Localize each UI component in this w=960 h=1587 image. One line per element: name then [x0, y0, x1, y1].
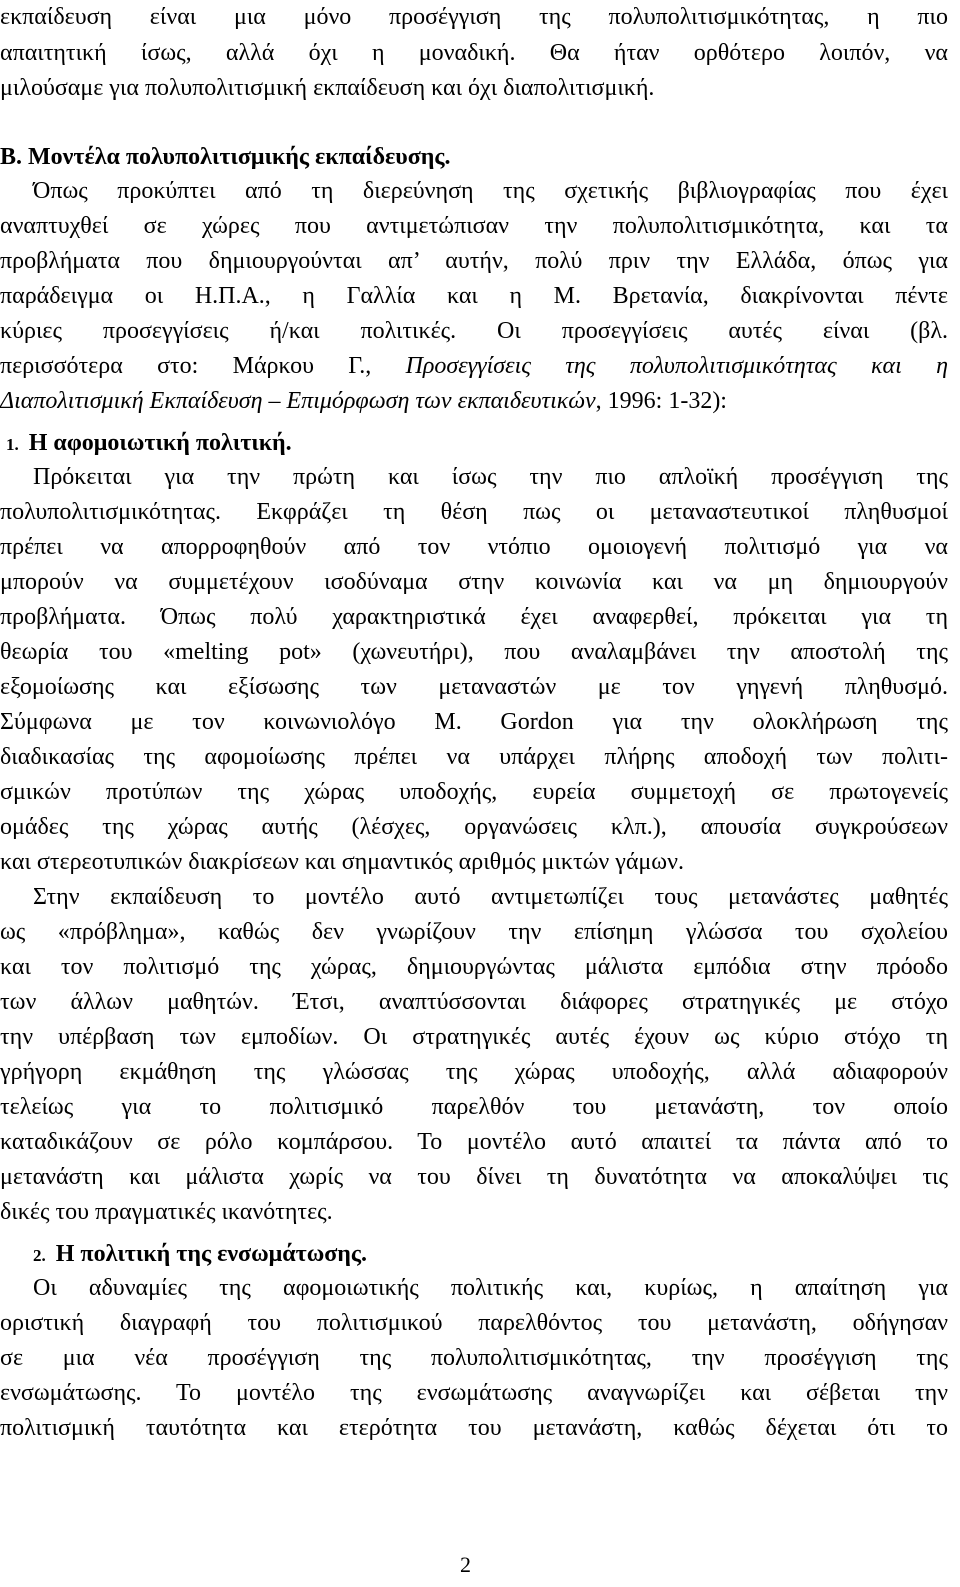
- text-line: σε μια νέα προσέγγιση της πολυπολιτισμικότητας, την προσέγγιση της: [0, 1345, 948, 1371]
- section-heading-1: [0, 426, 948, 460]
- text-line: μιλούσαμε για πολυπολιτισμική εκπαίδευση και όχι διαπολιτισμική.: [0, 75, 655, 101]
- text-line: παράδειγμα οι Η.Π.Α., η Γαλλία και η Μ. Βρετανία, διακρίνονται πέντε: [0, 283, 948, 309]
- heading-number: 1.: [6, 435, 19, 454]
- section-heading-2: [0, 1237, 948, 1271]
- text-line: Πρόκειται για την πρώτη και ίσως την πιο απλοϊκή προσέγγιση της: [33, 464, 948, 490]
- text-line: των άλλων μαθητών. Έτσι, αναπτύσσονται διάφορες στρατηγικές με στόχο: [0, 989, 948, 1015]
- text-line: εκπαίδευση είναι μια μόνο προσέγγιση της πολυπολιτισμικότητας, η πιο: [0, 4, 948, 30]
- text-line: [0, 349, 948, 383]
- text-line: απαιτητική ίσως, αλλά όχι η μοναδική. Θα ήταν ορθότερο λοιπόν, να: [0, 40, 948, 66]
- text-line: και στερεοτυπικών διακρίσεων και σημαντικός αριθμός μικτών γάμων.: [0, 849, 684, 875]
- text-line: μετανάστη και μάλιστα χωρίς να του δίνει τη δυνατότητα να αποκαλύψει τις: [0, 1164, 948, 1190]
- text-line: γρήγορη εκμάθηση της γλώσσας της χώρας υποδοχής, αλλά αδιαφορούν: [0, 1059, 948, 1085]
- text-line: καταδικάζουν σε ρόλο κομπάρσου. Το μοντέλο αυτό απαιτεί τα πάντα από το: [0, 1129, 948, 1155]
- text-line: δικές του πραγματικές ικανότητες.: [0, 1199, 333, 1225]
- text-line: σμικών προτύπων της χώρας υποδοχής, ευρεία συμμετοχή σε πρωτογενείς: [0, 779, 948, 805]
- text-line: Οι αδυναμίες της αφομοιωτικής πολιτικής και, κυρίως, η απαίτηση για: [33, 1275, 948, 1301]
- text-line: την υπέρβαση των εμποδίων. Οι στρατηγικές αυτές έχουν ως κύριο στόχο τη: [0, 1024, 948, 1050]
- text-line: και τον πολιτισμό της χώρας, δημιουργώντας μάλιστα εμπόδια στην πρόοδο: [0, 954, 948, 980]
- text-line: Όπως προκύπτει από τη διερεύνηση της σχετικής βιβλιογραφίας που έχει: [33, 178, 948, 204]
- section-heading-b: Β. Μοντέλα πολυπολιτισμικής εκπαίδευσης.: [0, 144, 451, 170]
- text-line: ως «πρόβλημα», καθώς δεν γνωρίζουν την επίσημη γλώσσα του σχολείου: [0, 919, 948, 945]
- text-line: θεωρία του «melting pot» (χωνευτήρι), που αναλαμβάνει την αποστολή της: [0, 639, 948, 665]
- text-line: Σύμφωνα με τον κοινωνιολόγο Μ. Gordon για την ολοκλήρωση της: [0, 709, 948, 735]
- text-line: εξομοίωσης και εξίσωσης των μεταναστών με τον γηγενή πληθυσμό.: [0, 674, 948, 700]
- text-line: τελείως για το πολιτισμικό παρελθόν του μετανάστη, τον οποίο: [0, 1094, 948, 1120]
- citation-author: περισσότερα στο: Μάρκου Γ.,: [0, 353, 406, 379]
- text-line: πρέπει να απορροφηθούν από τον ντόπιο ομοιογενή πολιτισμό για να: [0, 534, 948, 560]
- page-number: 2: [460, 1552, 471, 1577]
- text-line: πολυπολιτισμικότητας. Εκφράζει τη θέση πως οι μεταναστευτικοί πληθυσμοί: [0, 499, 948, 525]
- heading-text: Η πολιτική της ενσωμάτωσης.: [55, 1241, 368, 1267]
- text-line: Στην εκπαίδευση το μοντέλο αυτό αντιμετωπίζει τους μετανάστες μαθητές: [33, 884, 948, 910]
- citation-title-cont: Διαπολιτισμική Εκπαίδευση – Επιμόρφωση των εκπαιδευτικών: [0, 388, 596, 414]
- text-line: κύριες προσεγγίσεις ή/και πολιτικές. Οι προσεγγίσεις αυτές είναι (βλ.: [0, 318, 948, 344]
- text-line: προβλήματα που δημιουργούνται απ’ αυτήν, πολύ πριν την Ελλάδα, όπως για: [0, 248, 948, 274]
- citation-year-pages: , 1996: 1-32):: [595, 388, 727, 414]
- heading-text: Η αφομοιωτική πολιτική.: [28, 430, 292, 456]
- text-line: αναπτυχθεί σε χώρες που αντιμετώπισαν την πολυπολιτισμικότητα, και τα: [0, 213, 948, 239]
- text-line: ομάδες της χώρας αυτής (λέσχες, οργανώσεις κλπ.), απουσία συγκρούσεων: [0, 814, 948, 840]
- citation-title: Προσεγγίσεις της πολυπολιτισμικότητας και η: [405, 353, 948, 379]
- text-line: προβλήματα. Όπως πολύ χαρακτηριστικά έχει αναφερθεί, πρόκειται για τη: [0, 604, 948, 630]
- text-line: πολιτισμική ταυτότητα και ετερότητα του μετανάστη, καθώς δέχεται ότι το: [0, 1415, 948, 1441]
- text-line: ενσωμάτωσης. Το μοντέλο της ενσωμάτωσης αναγνωρίζει και σέβεται την: [0, 1380, 948, 1406]
- text-line: διαδικασίας της αφομοίωσης πρέπει να υπάρχει πλήρης αποδοχή των πολιτι-: [0, 744, 948, 770]
- text-line: οριστική διαγραφή του πολιτισμικού παρελθόντος του μετανάστη, οδήγησαν: [0, 1310, 948, 1336]
- heading-number: 2.: [33, 1246, 46, 1265]
- text-line: [0, 384, 948, 418]
- text-line: μπορούν να συμμετέχουν ισοδύναμα στην κοινωνία και να μη δημιουργούν: [0, 569, 948, 595]
